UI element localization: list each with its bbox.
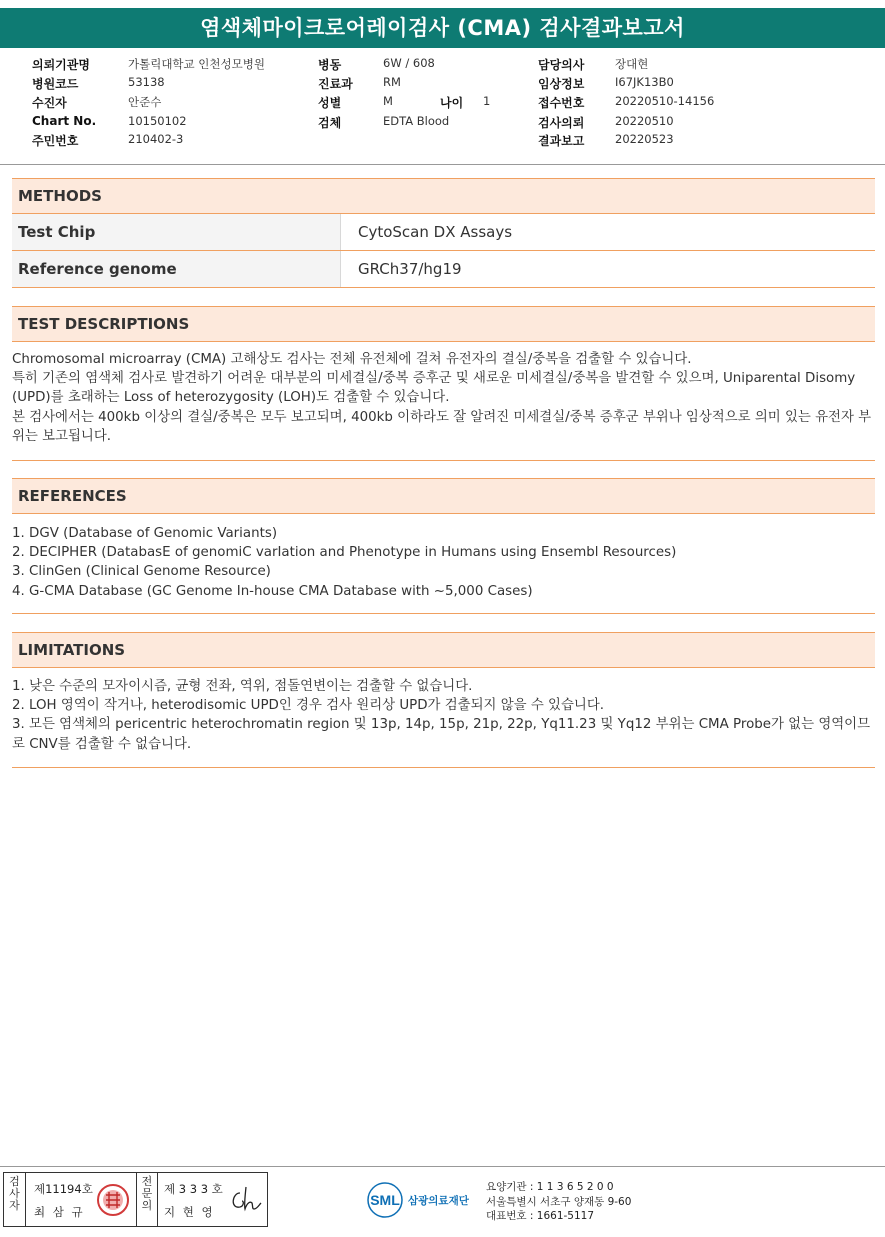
value-report-date: 20220523 bbox=[615, 132, 674, 146]
methods-value: CytoScan DX Assays bbox=[358, 223, 513, 241]
value-requesting-institution: 가톨릭대학교 인천성모병원 bbox=[128, 57, 265, 71]
org-line: 대표번호 : 1661-5117 bbox=[486, 1210, 595, 1222]
methods-row-test-chip bbox=[12, 214, 875, 251]
label-requesting-institution: 의뢰기관명 bbox=[32, 58, 90, 72]
label-clinical-info: 임상정보 bbox=[538, 77, 585, 91]
references-heading: REFERENCES bbox=[12, 478, 875, 514]
label-doctor: 담당의사 bbox=[538, 58, 585, 72]
value-chart-no: 10150102 bbox=[128, 114, 187, 128]
specialist-name: 지 현 영 bbox=[164, 1205, 215, 1219]
limitations-heading: LIMITATIONS bbox=[12, 632, 875, 668]
org-line: 요양기관 : 1 1 3 6 5 2 0 0 bbox=[486, 1181, 614, 1193]
label-report-date: 결과보고 bbox=[538, 134, 585, 148]
reference-item: 1. DGV (Database of Genomic Variants) bbox=[12, 526, 278, 541]
limitation-item: 1. 낮은 수준의 모자이시즘, 균형 전좌, 역위, 점돌연변이는 검출할 수 없습니다. bbox=[12, 679, 473, 694]
methods-key: Reference genome bbox=[12, 251, 341, 287]
value-specimen: EDTA Blood bbox=[383, 114, 450, 128]
signature-icon bbox=[226, 1179, 266, 1219]
value-resident-no: 210402-3 bbox=[128, 132, 184, 146]
divider bbox=[0, 164, 885, 165]
value-request-date: 20220510 bbox=[615, 114, 674, 128]
test-descriptions-heading: TEST DESCRIPTIONS bbox=[12, 306, 875, 342]
value-receipt-no: 20220510-14156 bbox=[615, 94, 715, 108]
label-resident-no: 주민번호 bbox=[32, 134, 79, 148]
label-chart-no: Chart No. bbox=[32, 114, 97, 128]
reference-item: 4. G-CMA Database (GC Genome In-house CMA Database with ~5,000 Cases) bbox=[12, 583, 533, 599]
organization-info bbox=[486, 1180, 631, 1224]
org-line: 서울특별시 서초구 양재동 9-60 bbox=[486, 1195, 632, 1208]
report-title: 염색체마이크로어레이검사 (CMA) 검사결과보고서 bbox=[0, 8, 885, 48]
methods-heading: METHODS bbox=[12, 178, 875, 214]
info-row bbox=[0, 94, 885, 112]
limitation-item: 2. LOH 영역이 작거나, heterodisomic UPD인 경우 검사 원리상 UPD가 검출되지 않을 수 있습니다. bbox=[12, 698, 605, 714]
methods-value: GRCh37/hg19 bbox=[358, 260, 462, 278]
value-clinical-info: I67JK13B0 bbox=[615, 75, 674, 89]
divider bbox=[12, 460, 875, 461]
patient-info bbox=[0, 52, 885, 164]
references-list bbox=[12, 524, 875, 601]
methods-row-reference-genome bbox=[12, 251, 875, 288]
limitations-list bbox=[12, 677, 875, 754]
methods-key: Test Chip bbox=[12, 214, 341, 250]
inspector-label bbox=[4, 1173, 26, 1226]
specialist-label-text: 전문의 bbox=[141, 1175, 153, 1212]
description-line: 본 검사에서는 400kb 이상의 결실/중복은 모두 보고되며, 400kb 이하라도 잘 알려진 미세결실/중복 증후군 부위나 임상적으로 의미 있는 유전자 부위는 보고됩니다. bbox=[12, 409, 872, 444]
divider bbox=[12, 613, 875, 614]
value-patient: 안준수 bbox=[128, 95, 162, 109]
footer-divider bbox=[0, 1166, 885, 1167]
info-row bbox=[0, 132, 885, 150]
certification-box bbox=[3, 1172, 268, 1227]
inspector-name: 최 삼 규 bbox=[34, 1205, 85, 1219]
specialist-license-no: 제 3 3 3 호 bbox=[164, 1182, 223, 1196]
reference-item: 3. ClinGen (Clinical Genome Resource) bbox=[12, 564, 271, 580]
inspector-label-text: 검사자 bbox=[9, 1175, 20, 1212]
info-row bbox=[0, 75, 885, 93]
divider bbox=[12, 767, 875, 768]
value-sex: M bbox=[383, 94, 393, 108]
logo-org-name: 삼광의료재단 bbox=[408, 1195, 469, 1207]
value-age: 1 bbox=[483, 94, 491, 108]
test-descriptions-body bbox=[12, 350, 875, 446]
label-patient: 수진자 bbox=[32, 96, 67, 110]
reference-item: 2. DECIPHER (DatabasE of genomiC varIation and Phenotype in Humans using Ensembl Resources) bbox=[12, 545, 677, 561]
value-ward: 6W / 608 bbox=[383, 56, 435, 70]
label-hospital-code: 병원코드 bbox=[32, 77, 79, 91]
official-seal-icon bbox=[96, 1183, 130, 1217]
label-age: 나이 bbox=[440, 96, 464, 110]
logo-text: SML bbox=[370, 1192, 400, 1208]
value-department: RM bbox=[383, 75, 401, 89]
description-line: Chromosomal microarray (CMA) 고해상도 검사는 전체 유전체에 걸쳐 유전자의 결실/중복을 검출할 수 있습니다. bbox=[12, 352, 692, 367]
label-ward: 병동 bbox=[318, 58, 342, 72]
info-row bbox=[0, 114, 885, 132]
sml-logo bbox=[366, 1180, 482, 1220]
inspector-license-no: 제11194호 bbox=[34, 1182, 93, 1196]
info-row bbox=[0, 56, 885, 74]
label-receipt-no: 접수번호 bbox=[538, 96, 585, 110]
limitation-item: 3. 모든 염색체의 pericentric heterochromatin region 및 13p, 14p, 15p, 21p, 22p, Yq11.23 및 Yq12 부위는 CMA Probe가 없는 영역이므로 CNV를 검출할 수 없습니다. bbox=[12, 717, 871, 752]
value-doctor: 장대현 bbox=[615, 57, 649, 71]
label-department: 진료과 bbox=[318, 77, 353, 91]
specialist-label bbox=[136, 1173, 158, 1226]
description-line: 특히 기존의 염색체 검사로 발견하기 어려운 대부분의 미세결실/중복 증후군 및 새로운 미세결실/중복을 발견할 수 있으며, Uniparental Disomy (UPD)를 초래하는 Loss of heterozygosity (LOH)도 검출할 수 있습니다. bbox=[12, 371, 856, 406]
label-request-date: 검사의뢰 bbox=[538, 116, 585, 130]
value-hospital-code: 53138 bbox=[128, 75, 165, 89]
label-sex: 성별 bbox=[318, 96, 342, 110]
label-specimen: 검체 bbox=[318, 116, 342, 130]
